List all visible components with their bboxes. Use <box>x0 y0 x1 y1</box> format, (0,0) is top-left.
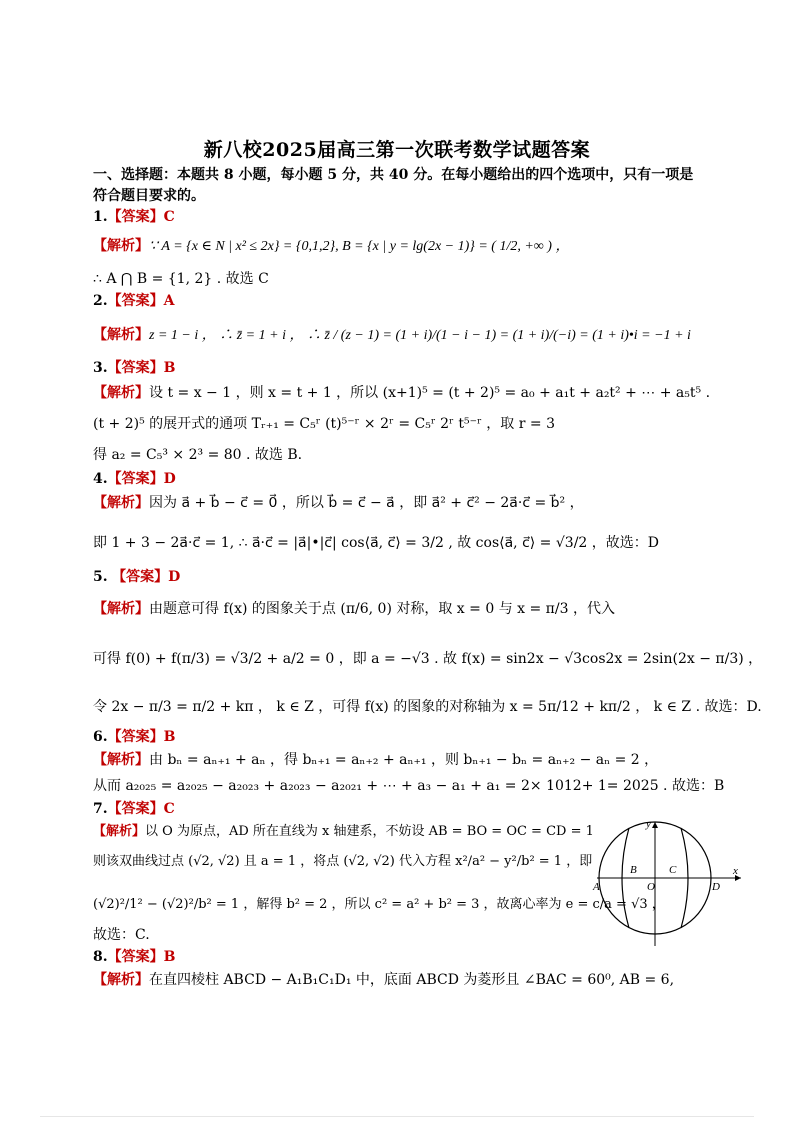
q7-answer-tag: 【答案】 <box>107 801 164 817</box>
q3-answer <box>93 357 175 377</box>
page-bottom-rule <box>40 1116 754 1117</box>
q1-answer <box>93 206 175 226</box>
q3-analysis-text1: 设 t = x − 1 ，则 x = t + 1 ，所以 (x+1)⁵ = (t + 2)⁵ = a₀ + a₁t + a₂t² + ⋯ + a₅t⁵ . <box>149 385 711 401</box>
q1-number: 1. <box>93 209 108 225</box>
q7-figure <box>595 818 745 948</box>
q3-answer-value: B <box>163 360 176 376</box>
q1-analysis-text1: ∵ A = {x ∈ N | x² ≤ 2x} = {0,1,2}, B = {x | y = lg(2x − 1)} = ( 1/2, +∞ ) ， <box>149 239 570 254</box>
q7-answer <box>93 798 175 818</box>
q7-number: 7. <box>93 801 108 817</box>
q8-answer <box>93 946 175 966</box>
figure-label-o: O <box>647 881 655 893</box>
q3-analysis-tag: 【解析】 <box>93 385 149 401</box>
q2-number: 2. <box>93 293 108 309</box>
q6-analysis-line2: 从而 a₂₀₂₅ = a₂₀₂₅ − a₂₀₂₃ + a₂₀₂₃ − a₂₀₂₁ + ⋯ + a₃ − a₁ + a₁ = 2× 1012+ 1= 2025 . 故选：B <box>93 778 725 794</box>
q1-analysis-line1 <box>93 235 569 255</box>
page-title: 新八校2025届高三第一次联考数学试题答案 <box>203 139 591 161</box>
q8-analysis-text1: 在直四棱柱 ABCD − A₁B₁C₁D₁ 中，底面 ABCD 为菱形且 ∠BAC = 60⁰, AB = 6, <box>149 972 675 988</box>
figure-label-a: A <box>593 881 600 893</box>
q2-analysis-text1: z = 1 − i ， ∴ z̄ = 1 + i ， ∴ z̄ / (z − 1) = (1 + i)/(1 − i − 1) = (1 + i)/(−i) = (1 + i)•i = −1 + i <box>149 328 691 343</box>
q4-analysis-line2: 即 1 + 3 − 2a⃗·c⃗ = 1, ∴ a⃗·c⃗ = |a⃗|•|c⃗| cos⟨a⃗, c⃗⟩ = 3/2 , 故 cos⟨a⃗, c⃗⟩ = √3/2 ，故选：D <box>93 535 659 551</box>
section-heading-line1: 一、选择题：本题共 8 小题，每小题 5 分，共 40 分。在每小题给出的四个选项中，只有一项是 <box>93 167 694 183</box>
q7-answer-value: C <box>163 801 175 817</box>
q3-analysis-line3: 得 a₂ = C₅³ × 2³ = 80 . 故选 B. <box>93 447 303 463</box>
q8-answer-value: B <box>163 949 176 965</box>
q6-analysis-line1 <box>93 749 658 769</box>
q2-answer-tag: 【答案】 <box>107 293 164 309</box>
q3-answer-tag: 【答案】 <box>107 360 164 376</box>
q1-analysis-tag: 【解析】 <box>93 238 149 254</box>
q1-answer-tag: 【答案】 <box>107 209 164 225</box>
q7-analysis-line1 <box>93 820 594 839</box>
q2-answer <box>93 290 175 310</box>
q4-answer <box>93 468 176 488</box>
q1-answer-value: C <box>163 209 175 225</box>
q7-analysis-line2: 则该双曲线过点 (√2, √2) 且 a = 1 ，将点 (√2, √2) 代入方程 x²/a² − y²/b² = 1 ，即 <box>93 854 593 869</box>
section-heading-line2: 符合题目要求的。 <box>93 188 205 204</box>
q3-analysis-line1 <box>93 382 710 402</box>
figure-label-y: y <box>646 818 651 830</box>
figure-label-c: C <box>669 864 677 876</box>
q6-answer-value: B <box>163 729 176 745</box>
q5-analysis-text1: 由题意可得 f(x) 的图象关于点 (π/6, 0) 对称，取 x = 0 与 x = π/3 ，代入 <box>149 601 615 617</box>
q7-analysis-tag: 【解析】 <box>93 824 146 839</box>
q1-analysis-line2: ∴ A ⋂ B = {1, 2} . 故选 C <box>93 271 269 287</box>
q5-analysis-line2: 可得 f(0) + f(π/3) = √3/2 + a/2 = 0 ，即 a = −√3 . 故 f(x) = sin2x − √3cos2x = 2sin(2x − π/3) ， <box>93 651 763 667</box>
q4-analysis-text1: 因为 a⃗ + b⃗ − c⃗ = 0⃗ ，所以 b⃗ = c⃗ − a⃗ ，即 a⃗² + c⃗² − 2a⃗·c⃗ = b⃗² ， <box>149 495 584 511</box>
q5-analysis-line3: 令 2x − π/3 = π/2 + kπ ， k ∈ Z ，可得 f(x) 的图象的对称轴为 x = 5π/12 + kπ/2 ， k ∈ Z . 故选：D. <box>93 699 762 715</box>
q4-answer-value: D <box>163 471 176 487</box>
q4-number: 4. <box>93 471 108 487</box>
q7-analysis-line3: (√2)²/1² − (√2)²/b² = 1 ，解得 b² = 2 ，所以 c² = a² + b² = 3 ，故离心率为 e = c/a = √3 ， <box>93 897 665 912</box>
q2-analysis-line1 <box>93 324 691 344</box>
q3-analysis-line2: (t + 2)⁵ 的展开式的通项 Tᵣ₊₁ = C₅ʳ (t)⁵⁻ʳ × 2ʳ = C₅ʳ 2ʳ t⁵⁻ʳ ，取 r = 3 <box>93 416 555 432</box>
q6-answer <box>93 726 175 746</box>
q5-answer-value: D <box>168 569 181 585</box>
figure-label-x: x <box>733 865 738 877</box>
q8-answer-tag: 【答案】 <box>107 949 164 965</box>
q6-answer-tag: 【答案】 <box>107 729 164 745</box>
q4-analysis-tag: 【解析】 <box>93 495 149 511</box>
q7-analysis-line4: 故选：C. <box>93 927 150 943</box>
q8-analysis-tag: 【解析】 <box>93 972 149 988</box>
q8-analysis-line1 <box>93 969 674 989</box>
y-axis-arrow-icon <box>652 822 658 828</box>
q4-answer-tag: 【答案】 <box>107 471 164 487</box>
q7-analysis-text1: 以 O 为原点，AD 所在直线为 x 轴建系，不妨设 AB = BO = OC = CD = 1 <box>145 824 594 839</box>
q5-answer <box>93 566 180 586</box>
q5-analysis-line1 <box>93 598 615 618</box>
figure-label-b: B <box>630 864 637 876</box>
q5-analysis-tag: 【解析】 <box>93 601 149 617</box>
q6-number: 6. <box>93 729 108 745</box>
q5-number: 5. <box>93 569 108 585</box>
q6-analysis-tag: 【解析】 <box>93 752 149 768</box>
q6-analysis-text1: 由 bₙ = aₙ₊₁ + aₙ ，得 bₙ₊₁ = aₙ₊₂ + aₙ₊₁ ，则 bₙ₊₁ − bₙ = aₙ₊₂ − aₙ = 2 ， <box>149 752 659 768</box>
q5-answer-tag: 【答案】 <box>112 569 169 585</box>
figure-label-d: D <box>712 881 720 893</box>
q2-analysis-tag: 【解析】 <box>93 327 149 343</box>
q2-answer-value: A <box>163 293 175 309</box>
q3-number: 3. <box>93 360 108 376</box>
q4-analysis-line1 <box>93 492 584 512</box>
q8-number: 8. <box>93 949 108 965</box>
